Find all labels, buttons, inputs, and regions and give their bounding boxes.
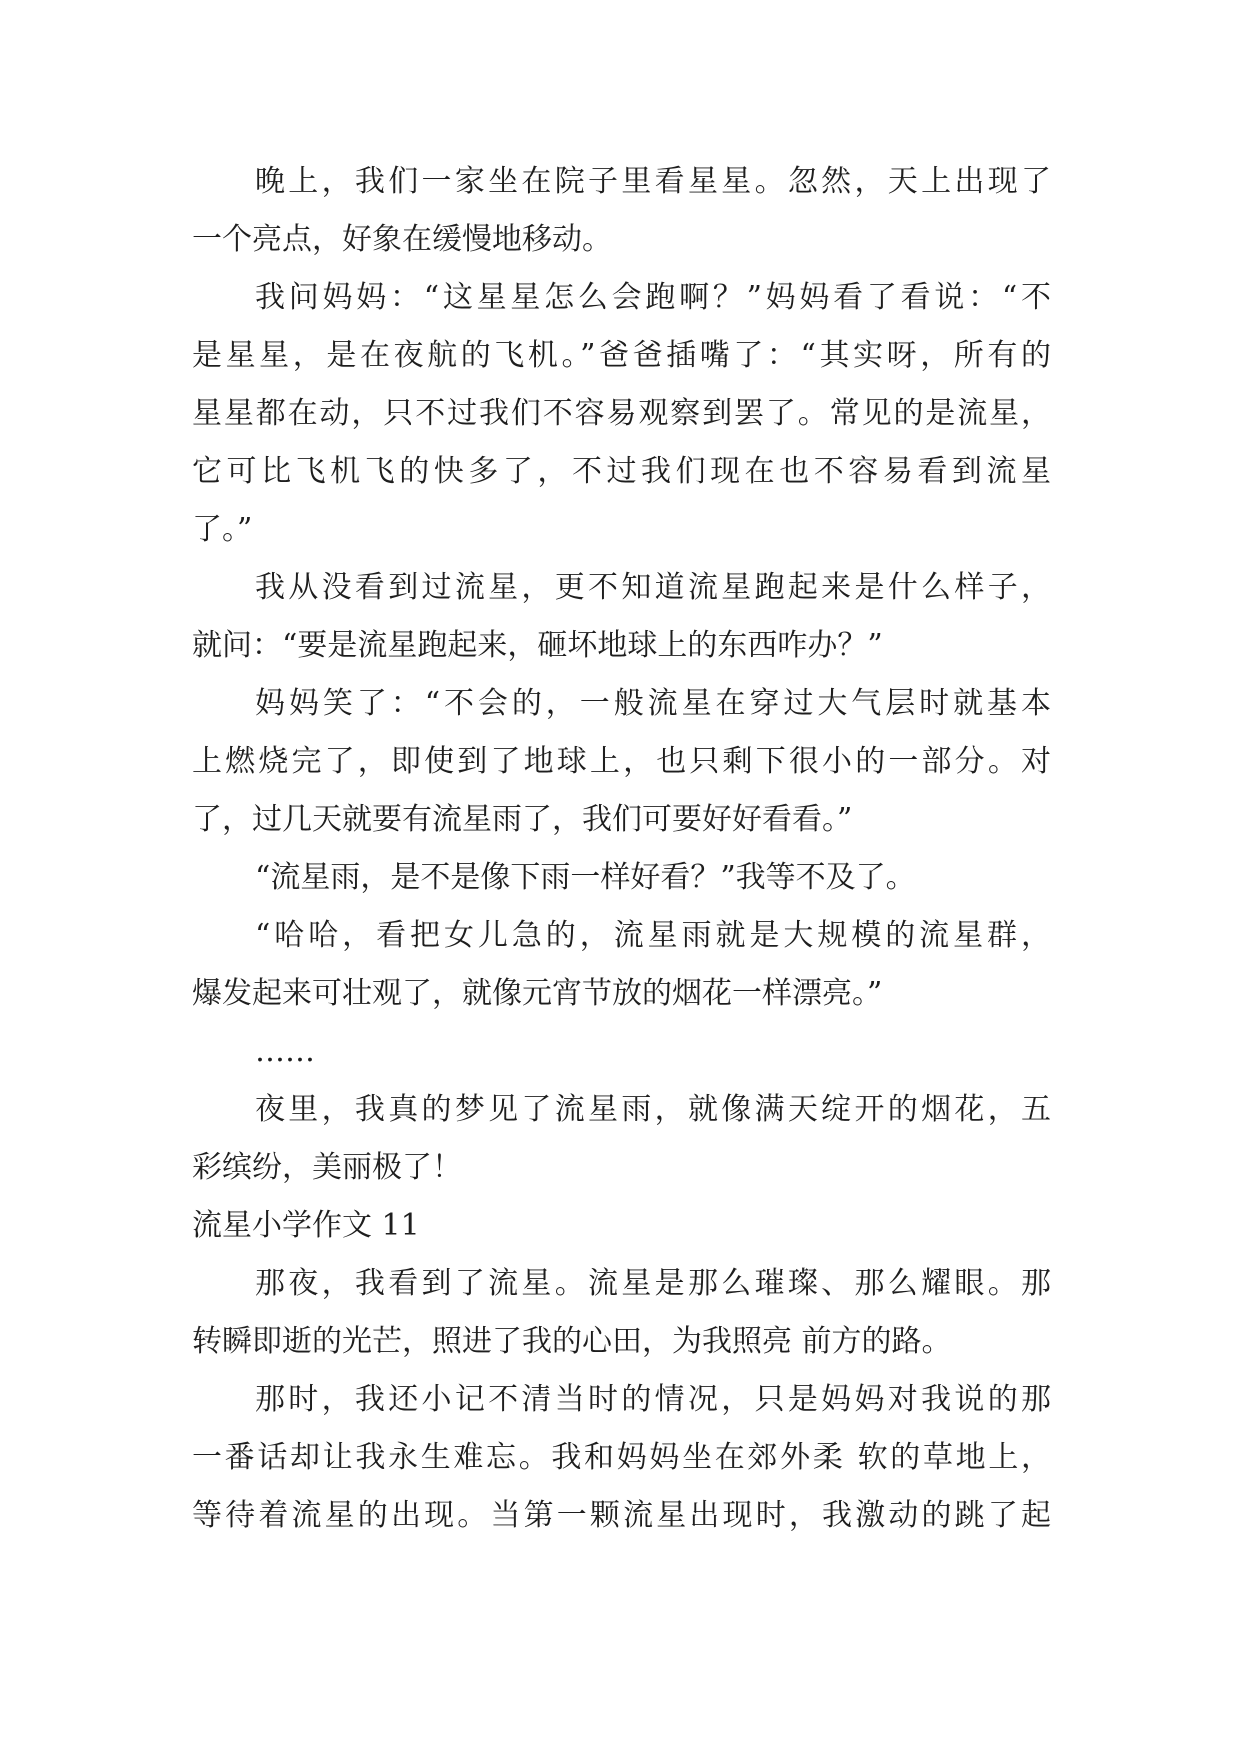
text-line: 妈妈笑了：“不会的，一般流星在穿过大气层时就基本 <box>255 686 1051 721</box>
text-line: 爆发起来可壮观了，就像元宵节放的烟花一样漂亮。” <box>192 976 883 1011</box>
text-line: 了。” <box>192 512 253 547</box>
text-line: …… <box>255 1034 315 1069</box>
text-line: 上燃烧完了，即使到了地球上，也只剩下很小的一部分。对 <box>192 744 1051 779</box>
text-line: 是星星，是在夜航的飞机。”爸爸插嘴了：“其实呀，所有的 <box>192 338 1051 373</box>
text-line: 我从没看到过流星，更不知道流星跑起来是什么样子， <box>255 570 1051 605</box>
text-line: 那时，我还小记不清当时的情况，只是妈妈对我说的那 <box>255 1382 1051 1417</box>
article-title: 流星小学作文 11 <box>192 1208 420 1243</box>
paragraph <box>192 1023 1051 1081</box>
article-body-2 <box>192 1255 1051 1545</box>
text-line: 等待着流星的出现。当第一颗流星出现时，我激动的跳了起 <box>192 1498 1051 1533</box>
paragraph <box>192 907 1051 1023</box>
paragraph <box>192 1255 1051 1371</box>
text-line: “流星雨，是不是像下雨一样好看？”我等不及了。 <box>255 860 916 895</box>
text-line: 晚上，我们一家坐在院子里看星星。忽然，天上出现了 <box>255 164 1051 199</box>
text-line: 转瞬即逝的光芒，照进了我的心田，为我照亮 前方的路。 <box>192 1324 952 1359</box>
text-line: 了，过几天就要有流星雨了，我们可要好好看看。” <box>192 802 853 837</box>
paragraph <box>192 153 1051 269</box>
paragraph <box>192 269 1051 559</box>
paragraph <box>192 1371 1051 1545</box>
paragraph <box>192 675 1051 849</box>
text-line: 彩缤纷，美丽极了！ <box>192 1150 462 1185</box>
document-page <box>192 153 1051 1545</box>
text-line: 我问妈妈：“这星星怎么会跑啊？”妈妈看了看说：“不 <box>255 280 1051 315</box>
text-line: “哈哈，看把女儿急的，流星雨就是大规模的流星群， <box>255 918 1051 953</box>
article-body-1 <box>192 153 1051 1197</box>
paragraph <box>192 559 1051 675</box>
text-line: 一番话却让我永生难忘。我和妈妈坐在郊外柔 软的草地上， <box>192 1440 1051 1475</box>
text-line: 那夜，我看到了流星。流星是那么璀璨、那么耀眼。那 <box>255 1266 1051 1301</box>
text-line: 它可比飞机飞的快多了，不过我们现在也不容易看到流星 <box>192 454 1051 489</box>
text-line: 就问：“要是流星跑起来，砸坏地球上的东西咋办？” <box>192 628 883 663</box>
text-line: 一个亮点，好象在缓慢地移动。 <box>192 222 612 257</box>
paragraph <box>192 1081 1051 1197</box>
text-line: 夜里，我真的梦见了流星雨，就像满天绽开的烟花，五 <box>255 1092 1051 1127</box>
text-line: 星星都在动，只不过我们不容易观察到罢了。常见的是流星， <box>192 396 1051 431</box>
paragraph <box>192 849 1051 907</box>
